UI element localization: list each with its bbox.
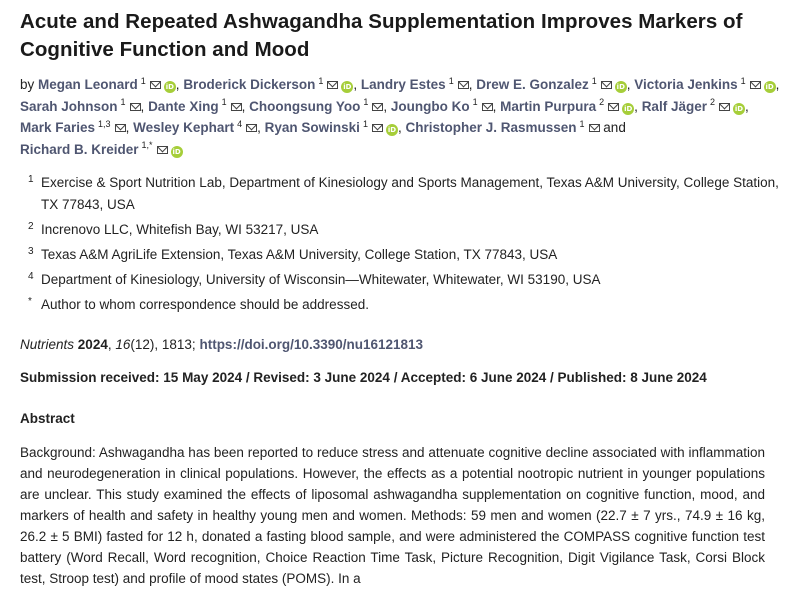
author-affiliation-sup: 4 [237,118,243,129]
orcid-icon[interactable]: iD [624,104,633,113]
author-entry [500,99,634,114]
affiliation-number: 2 [28,221,34,232]
author-name-link[interactable]: Christopher J. Rasmussen [405,120,577,135]
article-page [20,8,780,589]
author-entry [405,120,599,135]
author-affiliation-sup: 1 [740,75,746,86]
author-name-link[interactable]: Ryan Sowinski [264,120,360,135]
author-affiliation-sup: 1 [120,97,126,107]
publication-year: 2024 [77,337,108,352]
mail-icon[interactable] [608,103,619,111]
mail-icon[interactable] [589,124,600,132]
author-affiliation-sup: 1 [591,75,597,86]
author-name-link[interactable]: Sarah Johnson [20,98,118,114]
author-name-link[interactable]: Dante Xing [148,98,219,114]
mail-icon[interactable] [115,124,126,132]
author-entry [361,77,469,92]
affiliation-text: Author to whom correspondence should be addressed. [41,297,369,312]
author-entry [20,142,183,157]
abstract-heading: Abstract [20,411,75,426]
author-entry [642,99,745,114]
mail-icon[interactable] [750,81,761,89]
author-entry [391,99,493,114]
author-entry [20,99,141,114]
citation-comma: , [107,337,116,352]
author-affiliation-sup: 1 [363,97,369,107]
mail-icon[interactable] [458,81,469,89]
journal-name: Nutrients [20,337,75,352]
mail-icon[interactable] [482,103,493,111]
author-entry [20,120,126,135]
author-affiliation-sup: 1 [318,75,324,86]
mail-icon[interactable] [150,81,161,89]
mail-icon[interactable] [719,103,730,111]
orcid-icon[interactable]: iD [172,147,181,156]
article-title: Acute and Repeated Ashwagandha Supplementation Improves Markers of Cognitive Function and Mood [20,10,743,61]
author-entry [38,77,176,92]
mail-icon[interactable] [601,81,612,89]
doi-link[interactable]: https://doi.org/10.3390/nu16121813 [199,337,424,352]
author-affiliation-sup: 1 [579,118,585,129]
orcid-icon[interactable]: iD [734,104,744,113]
author-entry [148,99,242,114]
orcid-icon[interactable]: iD [165,83,174,91]
author-entry [249,99,383,114]
mail-icon[interactable] [372,124,383,132]
affiliation-text: Increnovo LLC, Whitefish Bay, WI 53217, USA [41,222,319,237]
citation-line [20,335,780,355]
issue-pages: (12), 1813; [130,337,196,352]
affiliation-item [20,172,780,216]
author-entry [133,120,257,135]
author-entry [265,120,398,135]
author-name-link[interactable]: Landry Estes [360,77,446,92]
affiliation-item [20,269,780,291]
author-entry [634,77,775,92]
author-name-link[interactable]: Megan Leonard [38,77,138,92]
author-affiliation-sup: 1 [140,75,146,86]
author-name-link[interactable]: Wesley Kephart [133,120,235,135]
author-name-link[interactable]: Martin Purpura [500,98,597,114]
affiliation-number: 1 [28,174,34,185]
affiliation-number: 3 [28,246,34,257]
mail-icon[interactable] [327,81,338,89]
author-name-link[interactable]: Richard B. Kreider [20,141,139,157]
author-affiliation-sup: 1 [362,118,368,129]
mail-icon[interactable] [372,103,383,111]
affiliation-text: Department of Kinesiology, University of Wisconsin—Whitewater, Whitewater, WI 53190, USA [41,272,601,287]
author-affiliation-sup: 1,* [141,140,153,150]
mail-icon[interactable] [130,103,141,111]
affiliation-item [20,244,780,266]
affiliation-item [20,294,780,316]
author-name-link[interactable]: Victoria Jenkins [634,77,738,92]
affiliation-text: Texas A&M AgriLife Extension, Texas A&M University, College Station, TX 77843, USA [41,247,558,262]
author-name-link[interactable]: Joungbo Ko [390,98,470,114]
by-label: by [20,77,39,92]
abstract-body: Background: Ashwagandha has been reported to reduce stress and attenuate cognitive decline associated with inflammation and neurodegeneration in clinical populations. However, the effects as a potential nootropic nutrient in younger populations are unclear. This study examined the effects of liposomal ashwagandha supplementation on cognitive function, mood, and markers of health and safety in healthy young men and women. Methods: 59 men and women (22.7 ± 7 yrs., 74.9 ± 16 kg, 26.2 ± 5 BMI) fasted for 12 h, donated a fasting blood sample, and were administered the COMPASS cognitive function test battery (Word Recall, Word recognition, Choice Reaction Time Task, Picture Recognition, Digit Vigilance Task, Corsi Block test, Stroop test) and profile of mood states (POMS). In a [20,445,765,586]
orcid-icon[interactable]: iD [387,126,397,134]
author-name-link[interactable]: Drew E. Gonzalez [476,77,589,92]
author-affiliation-sup: 1,3 [98,118,111,129]
mail-icon[interactable] [246,124,257,132]
author-name-link[interactable]: Ralf Jäger [641,98,707,114]
volume-number: 16 [115,337,131,352]
affiliation-number: * [28,296,32,307]
orcid-icon[interactable]: iD [616,83,625,91]
orcid-icon[interactable]: iD [765,83,774,91]
affiliation-number: 4 [28,271,34,282]
mail-icon[interactable] [231,103,242,111]
author-name-link[interactable]: Broderick Dickerson [183,77,316,92]
orcid-icon[interactable]: iD [343,83,352,91]
author-name-link[interactable]: Choongsung Yoo [249,98,361,114]
author-name-link[interactable]: Mark Faries [20,120,96,135]
mail-icon[interactable] [157,146,168,154]
affiliation-text: Exercise & Sport Nutrition Lab, Department of Kinesiology and Sports Management, Texas A&M University, College Station, TX 77843, USA [41,175,779,212]
author-affiliation-sup: 1 [448,75,454,86]
author-entry [476,77,627,92]
affiliation-list [20,172,780,316]
author-affiliation-sup: 2 [599,97,605,107]
author-affiliation-sup: 1 [472,97,478,107]
affiliation-item [20,219,780,241]
publication-dates: Submission received: 15 May 2024 / Revised: 3 June 2024 / Accepted: 6 June 2024 / Published: 8 June 2024 [20,370,707,385]
author-affiliation-sup: 2 [709,97,715,107]
author-list: by Megan Leonard $^1$iD , Broderick Dickerson $^1$iD , Landry Estes $^1$ , Drew E. Gonzalez $^1$iD , Victoria Jenkins $^1$iD , Sarah Johnson $^1$ , Dante Xing $^1$ , Choongsung Yoo $^1$ , Joungbo Ko $^1$ , Martin Purpura $^2$iD , Ralf Jäger $^2$iD , Mark Faries $^{1,3}$ , Wesley Kephart $^4$ , Ryan Sowinski $^1$iD , Christopher J. Rasmussen $^1$ and Richard B. Kreider $^{1,*}$iD [20,75,780,157]
and-label: and [599,120,626,135]
author-affiliation-sup: 1 [221,97,227,107]
author-entry [183,77,353,92]
